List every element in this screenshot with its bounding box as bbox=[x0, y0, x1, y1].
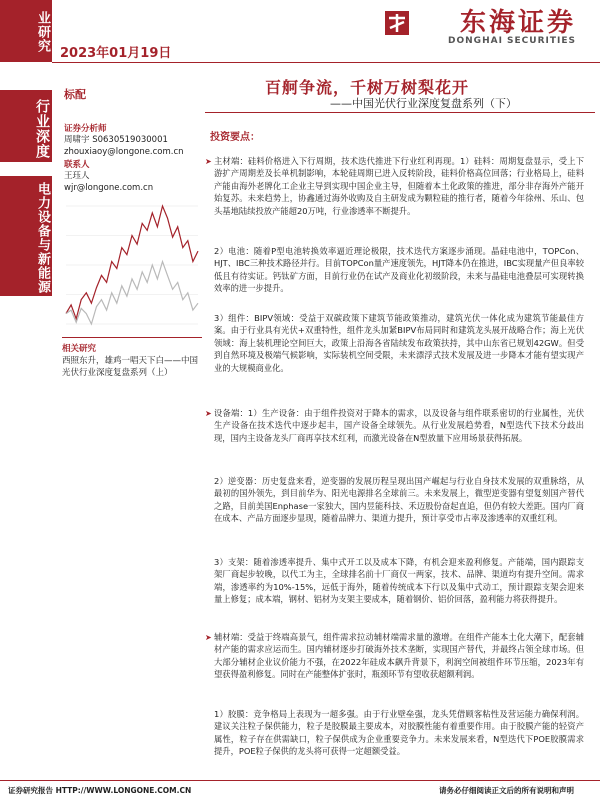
contact-name: 王珏人 bbox=[64, 171, 90, 181]
sidebar-industry-label: 电力设备与新能源 bbox=[35, 181, 50, 294]
bullet-arrow-icon: ➤ bbox=[205, 633, 212, 642]
paragraph-encapsulant-film: 1）胶膜：竞争格局上表现为一超多强。由于行业壁垒强，龙头凭借顾客粘性及营运能力确保利润。建议关注粒子保供能力，粒子是胶膜最主要成本，对胶膜性能有着重要作用。由于胶膜产能的轻资产属性，粒子存在供需缺口，粒子保供成为企业重要竞争力。未来发展来看，N型迭代下POE胶膜需求提升，POE粒子保供的龙头将可获得一定超额受益。 bbox=[214, 709, 584, 757]
industry-rating: 标配 bbox=[64, 88, 86, 101]
header-divider bbox=[52, 62, 600, 63]
contact-email: wjr@longone.com.cn bbox=[64, 183, 154, 193]
paragraph-cells: 2）电池：随着P型电池转换效率逼近理论极限，技术迭代方案逐步涌现。晶硅电池中，TOPCon、HJT、IBC三种技术路径并行。目前TOPCon量产速度领先，HJT降本仍在推进，IBC实现量产但良率较低且有待实证。钙钛矿方面，目前行业仍在试产及商业化初级阶段，未来与晶硅电池叠层可实现转换效率的进一步提升。 bbox=[214, 246, 584, 294]
footer-divider bbox=[0, 780, 600, 781]
paragraph-materials-silicon: 主材端：硅料价格进入下行周期，技术迭代推进下行业红利再现。1）硅料：周期复盘显示，受上下游扩产周期差及长单机制影响，本轮硅周期已进入反转阶段，硅料价格高位回落；行业格局上，硅料产能由海外老牌化工企业主导到实现中国企业主导，但随着本土化政策的推进，部分非存海外产能开始复苏。未来趋势上，协鑫通过海外收购及自主研发成为颗粒硅的推行者，随着今年徐州、乐山、包头基地陆续投放产能超20万吨，行业渗透率不断提升。 bbox=[214, 156, 584, 216]
title-divider bbox=[205, 112, 595, 113]
analyst-name: 周啸宇 S0630519030001 bbox=[64, 135, 168, 145]
related-divider bbox=[62, 337, 202, 338]
sidebar-type-label: 行业深度 bbox=[34, 99, 50, 159]
company-logo-english: DONGHAI SECURITIES bbox=[448, 36, 576, 46]
left-sidebar bbox=[0, 0, 52, 800]
report-subtitle: ——中国光伏行业深度复盘系列（下） bbox=[330, 97, 517, 110]
chart-series-line-1 bbox=[66, 206, 198, 319]
company-logo-text: 东海证券 bbox=[459, 8, 576, 38]
paragraph-inverters: 2）逆变器：历史复盘来看，逆变器的发展历程呈现出国产崛起与行业自身技术发展的双重脉络，从最初的国外领先，到目前华为、阳光电源排名全球前三。未来发展上，微型逆变器有望复刻国产替代之路，目前美国Enphase一家独大，国内昱能科技、禾迈股份奋起直追，但仍有较大差距。国内厂商在成本、产品方面逐步显现，随着品牌力、渠道力提升，预计享受市占率及渗透率的双重红利。 bbox=[214, 476, 584, 524]
report-title: 百舸争流，千树万树梨花开 bbox=[265, 78, 470, 97]
footer-disclaimer: 请务必仔细阅读正文后的所有说明和声明 bbox=[439, 786, 574, 795]
company-logo-icon bbox=[384, 10, 410, 36]
related-research-link[interactable]: 西照东升，雄鸡一唱天下白——中国光伏行业深度复盘系列（上） bbox=[62, 356, 199, 378]
report-date: 2023年01月19日 bbox=[60, 46, 172, 61]
key-points-heading: 投资要点： bbox=[210, 132, 260, 143]
paragraph-auxiliary-materials: 辅材端：受益于终端高景气，组件需求拉动辅材端需求量的激增。在组件产能本土化大潮下，配套辅材产能的需求应运而生。国内辅材逐步打破海外技术垄断，实现国产替代，并最终占领全球市场。但大部分辅材企业议价能力不强，在2022年硅成本飙升背景下，利润空间被组件环节压缩，2023年有望获得盈利修复。同时在产能整体扩张时，瓶颈环节有望收获超额利润。 bbox=[214, 632, 584, 680]
analyst-label: 证券分析师 bbox=[64, 124, 107, 134]
chart-gridlines bbox=[66, 206, 198, 324]
contact-label: 联系人 bbox=[64, 160, 90, 170]
analyst-email: zhouxiaoy@longone.com.cn bbox=[64, 147, 184, 157]
footer-website[interactable]: 证券研究报告 HTTP://WWW.LONGONE.COM.CN bbox=[8, 786, 192, 795]
paragraph-trackers: 3）支架：随着渗透率提升、集中式开工以及成本下降，有机会迎来盈利修复。产能端，国内跟踪支架厂商起步较晚，以代工为主，全球排名前十厂商仅一两家，技术、品牌、渠道均有提升空间。需求端，渗透率约为10%-15%，远低于海外，随着传统成本下行以及集中式动工，预计跟踪支架会迎来量上修复；成本端，钢材、铝材为支架主要成本，随着钢价、铝价回落，盈利能力将获得提升。 bbox=[214, 557, 584, 605]
industry-trend-chart bbox=[62, 200, 202, 330]
related-research-label: 相关研究 bbox=[62, 344, 97, 354]
paragraph-modules: 3）组件：BIPV领域：受益于双碳政策下建筑节能政策推动，建筑光伏一体化成为建筑节能最佳方案。由于行业具有光伏+双重特性，组件龙头加紧BIPV布局同时和建筑龙头展开战略合作；海上光伏领域：海上装机理论空间巨大，政策上沿海各省陆续发布政策扶持，其中山东省已规划42GW。但受到自然环境及极端气候影响，实际装机空间受限，未来漂浮式技术发展及进一步降本才能有望实现产业的大规模商业化。 bbox=[214, 313, 584, 373]
bullet-arrow-icon: ➤ bbox=[205, 157, 212, 166]
paragraph-equipment: 设备端：1）生产设备：由于组件投资对于降本的需求，以及设备与组件联系密切的行业属性，光伏生产设备在技术迭代中逐步起丰，国产设备全球领先。从行业发展趋势看，N型迭代下技术分歧出现，国内主设备龙头厂商再享技术红利，而激光设备在N型放量下应用场景获得拓展。 bbox=[214, 408, 584, 443]
bullet-arrow-icon: ➤ bbox=[205, 409, 212, 418]
sidebar-top-label: 业研究 bbox=[35, 11, 50, 53]
